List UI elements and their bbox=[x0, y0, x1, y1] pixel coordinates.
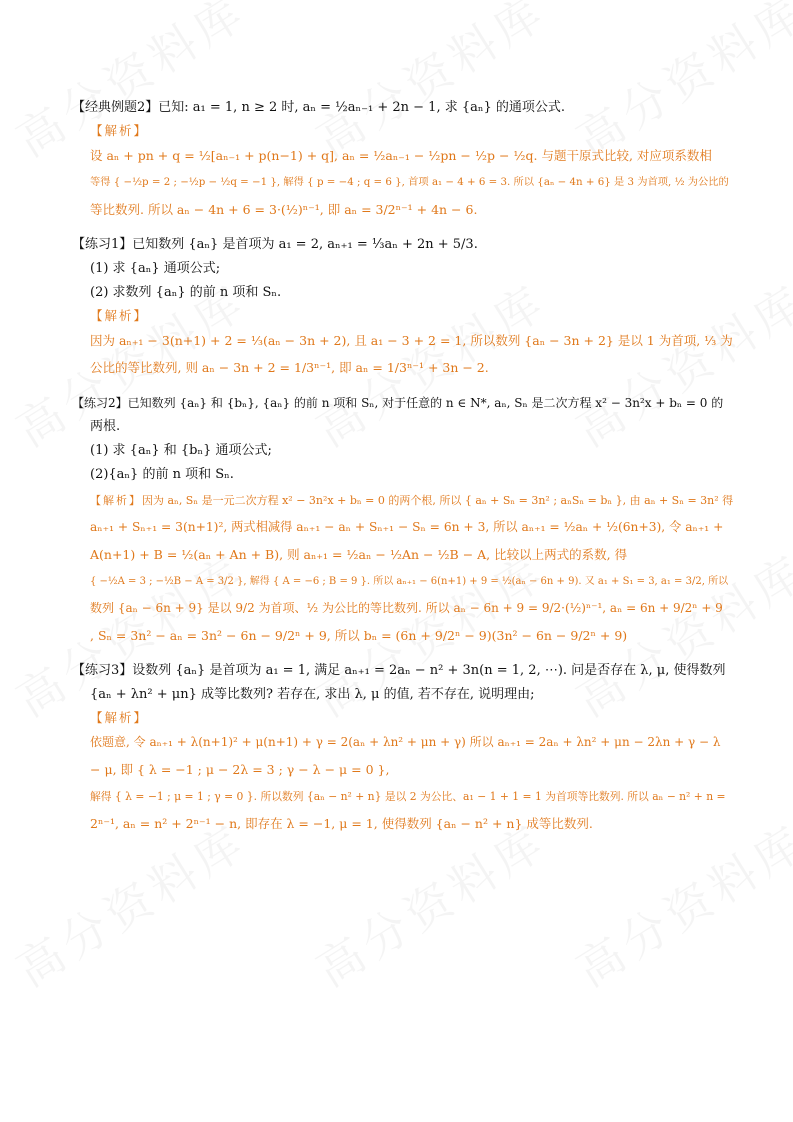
solution-line: { −½A = 3 ; −½B − A = 3/2 }, 解得 { A = −6 ; B = 9 }. 所以 aₙ₊₁ − 6(n+1) + 9 = ½(aₙ − 6n + 9). 又 a₁ + S₁ = 3, a₁ = 3/2, 所以 bbox=[90, 576, 729, 587]
example-2-solution bbox=[72, 142, 732, 223]
solution-line: , Sₙ = 3n² − aₙ = 3n² − 6n − 9/2ⁿ + 9, 所以 bₙ = (6n + 9/2ⁿ − 9)(3n² − 6n − 9/2ⁿ + 9) bbox=[90, 628, 628, 643]
question-line: {aₙ + λn² + μn} 成等比数列? 若存在, 求出 λ, μ 的值, 若不存在, 说明理由; bbox=[90, 687, 535, 702]
analysis-label: 【解析】 bbox=[90, 308, 149, 323]
analysis-label: 【解析】 bbox=[90, 494, 142, 507]
document-body bbox=[72, 96, 732, 847]
solution-line: 公比的等比数列, 则 aₙ − 3n + 2 = 1/3ⁿ⁻¹, 即 aₙ = 1/3ⁿ⁻¹ + 3n − 2. bbox=[90, 360, 489, 375]
solution-line: 设 aₙ + pn + q = ½[aₙ₋₁ + p(n−1) + q], aₙ = ½aₙ₋₁ − ½pn − ½p − ½q. 与题干原式比较, 对应项系数相 bbox=[90, 148, 712, 163]
solution-line: 依题意, 令 aₙ₊₁ + λ(n+1)² + μ(n+1) + γ = 2(aₙ + λn² + μn + γ) 所以 aₙ₊₁ = 2aₙ + λn² + μn − 2λn + γ − λ bbox=[90, 735, 721, 749]
exercise-2-question bbox=[72, 391, 732, 487]
exercise-2-solution bbox=[72, 487, 732, 649]
solution-line: 数列 {aₙ − 6n + 9} 是以 9/2 为首项、½ 为公比的等比数列. 所以 aₙ − 6n + 9 = 9/2·(½)ⁿ⁻¹, aₙ = 6n + 9/2ⁿ + 9 bbox=[90, 601, 723, 615]
solution-text: 因为 aₙ, Sₙ 是一元二次方程 x² − 3n²x + bₙ = 0 的两个根, 所以 { aₙ + Sₙ = 3n² ; aₙSₙ = bₙ }, 由 aₙ + Sₙ = 3n² 得 bbox=[142, 494, 734, 507]
solution-line: − μ, 即 { λ = −1 ; μ − 2λ = 3 ; γ − λ − μ = 0 }, bbox=[90, 762, 390, 777]
analysis-label: 【解析】 bbox=[90, 710, 149, 725]
question-line: (2){aₙ} 的前 n 项和 Sₙ. bbox=[90, 467, 234, 482]
question-line: (1) 求 {aₙ} 和 {bₙ} 通项公式; bbox=[90, 443, 272, 458]
exercise-1-question bbox=[72, 233, 732, 305]
example-2-question bbox=[72, 96, 732, 120]
analysis-label: 【解析】 bbox=[90, 123, 149, 138]
exercise-3-question bbox=[72, 659, 732, 707]
example-2-block bbox=[72, 96, 732, 223]
solution-line: 等得 { −½p = 2 ; −½p − ½q = −1 }, 解得 { p = −4 ; q = 6 }, 首项 a₁ − 4 + 6 = 3. 所以 {aₙ − 4n + 6} 是 3 为首项, ½ 为公比的 bbox=[90, 176, 729, 188]
question-line: 两根. bbox=[90, 419, 121, 434]
solution-line bbox=[90, 487, 732, 514]
solution-line: A(n+1) + B = ½(aₙ + An + B), 则 aₙ₊₁ = ½aₙ − ½An − ½B − A, 比较以上两式的系数, 得 bbox=[90, 547, 628, 562]
question-line: 【练习3】设数列 {aₙ} 是首项为 a₁ = 1, 满足 aₙ₊₁ = 2aₙ − n² + 3n(n = 1, 2, ⋯). 问是否存在 λ, μ, 使得数列 bbox=[72, 663, 726, 678]
question-line: (2) 求数列 {aₙ} 的前 n 项和 Sₙ. bbox=[90, 285, 282, 300]
solution-line: 2ⁿ⁻¹, aₙ = n² + 2ⁿ⁻¹ − n, 即存在 λ = −1, μ = 1, 使得数列 {aₙ − n² + n} 成等比数列. bbox=[90, 816, 593, 831]
solution-line: 解得 { λ = −1 ; μ = 1 ; γ = 0 }. 所以数列 {aₙ − n² + n} 是以 2 为公比、a₁ − 1 + 1 = 1 为首项等比数列. 所以 aₙ − n² + n = bbox=[90, 790, 726, 803]
question-line: (1) 求 {aₙ} 通项公式; bbox=[90, 261, 221, 276]
solution-line: 因为 aₙ₊₁ − 3(n+1) + 2 = ⅓(aₙ − 3n + 2), 且 a₁ − 3 + 2 = 1, 所以数列 {aₙ − 3n + 2} 是以 1 为首项, ⅓ 为 bbox=[90, 333, 733, 348]
question-line: 【练习2】已知数列 {aₙ} 和 {bₙ}, {aₙ} 的前 n 项和 Sₙ, 对于任意的 n ∈ N*, aₙ, Sₙ 是二次方程 x² − 3n²x + bₙ = 0 的 bbox=[72, 396, 724, 410]
solution-line: aₙ₊₁ + Sₙ₊₁ = 3(n+1)², 两式相减得 aₙ₊₁ − aₙ + Sₙ₊₁ − Sₙ = 6n + 3, 所以 aₙ₊₁ = ½aₙ + ½(6n+3), 令 aₙ₊₁ + bbox=[90, 520, 724, 534]
solution-line: 等比数列. 所以 aₙ − 4n + 6 = 3·(½)ⁿ⁻¹, 即 aₙ = 3/2ⁿ⁻¹ + 4n − 6. bbox=[90, 202, 478, 217]
exercise-1-solution bbox=[72, 327, 732, 381]
exercise-2-block bbox=[72, 391, 732, 649]
exercise-1-block bbox=[72, 233, 732, 381]
question-line: 【练习1】已知数列 {aₙ} 是首项为 a₁ = 2, aₙ₊₁ = ⅓aₙ + 2n + 5/3. bbox=[72, 237, 478, 252]
exercise-3-block bbox=[72, 659, 732, 837]
question-line: 【经典例题2】已知: a₁ = 1, n ≥ 2 时, aₙ = ½aₙ₋₁ + 2n − 1, 求 {aₙ} 的通项公式. bbox=[72, 100, 566, 115]
exercise-3-solution bbox=[72, 729, 732, 837]
